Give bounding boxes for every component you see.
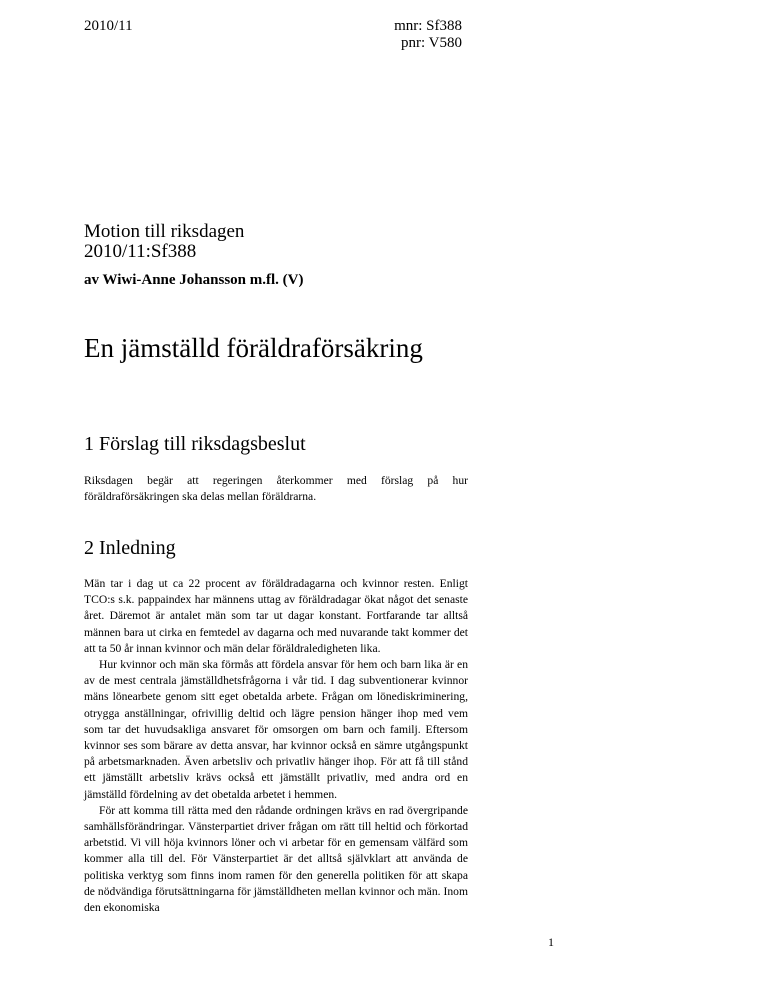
pnr-label: pnr: V580	[401, 35, 462, 51]
paragraph: Riksdagen begär att regeringen återkommer med förslag på hur föräldraförsäkringen ska delas mellan föräldrarna.	[84, 474, 468, 504]
author-line: av Wiwi-Anne Johansson m.fl. (V)	[84, 272, 304, 288]
motion-line2: 2010/11:Sf388	[84, 241, 197, 262]
motion-heading	[84, 222, 244, 262]
mnr-label: mnr: Sf388	[394, 18, 462, 34]
motion-line1: Motion till riksdagen	[84, 221, 245, 242]
session-label: 2010/11	[84, 18, 133, 34]
section-body-forslag	[84, 473, 468, 505]
page-number: 1	[548, 935, 554, 949]
paragraph: Män tar i dag ut ca 22 procent av föräldradagarna och kvinnor resten. Enligt TCO:s s.k. pappaindex har männens uttag av föräldradagar ökat något det senaste året. Däremot är antalet män som tar ut dagar konstant. Fortfarande tar alltså männen bara ut cirka en femtedel av dagarna och med nuvarande takt kommer det att ta 50 år innan kvinnor och män delar föräldraledigheten lika.	[84, 577, 468, 655]
section-heading-forslag: 1 Förslag till riksdagsbeslut	[84, 433, 306, 455]
document-title: En jämställd föräldraförsäkring	[84, 333, 423, 363]
paragraph: För att komma till rätta med den rådande ordningen krävs en rad övergripande samhällsförändringar. Vänsterpartiet driver frågan om rätt till heltid och förkortad arbetstid. Vi vill höja kvinnors löner och vi arbetar för en gemensam välfärd som kommer alla till del. För Vänsterpartiet är det alltså självklart att använda de politiska verktyg som finns inom ramen för den generella politiken för att skapa de nödvändiga förutsättningarna för jämställdheten mellan kvinnor och män. Inom den ekonomiska	[84, 803, 468, 915]
section-body-inledning	[84, 576, 468, 916]
document-ids	[370, 18, 462, 52]
paragraph: Hur kvinnor och män ska förmås att fördela ansvar för hem och barn lika är en av de mest centrala jämställdhetsfrågorna i vår tid. I dag subventionerar kvinnor mäns lönearbete genom sitt eget obetalda arbete. Frågan om lönediskriminering, otrygga anställningar, ofrivillig deltid och lägre pension hänger ihop med vem som tar det huvudsakliga ansvaret för omsorgen om barn och familj. Eftersom kvinnor ses som bärare av detta ansvar, har kvinnor också en sämre utgångspunkt på arbetsmarknaden. Även arbetsliv och privatliv hänger ihop. För att få till stånd ett jämställt arbetsliv krävs också ett jämställt privatliv, med andra ord en jämställd fördelning av det obetalda arbetet i hemmen.	[84, 658, 468, 801]
section-heading-inledning: 2 Inledning	[84, 537, 176, 559]
